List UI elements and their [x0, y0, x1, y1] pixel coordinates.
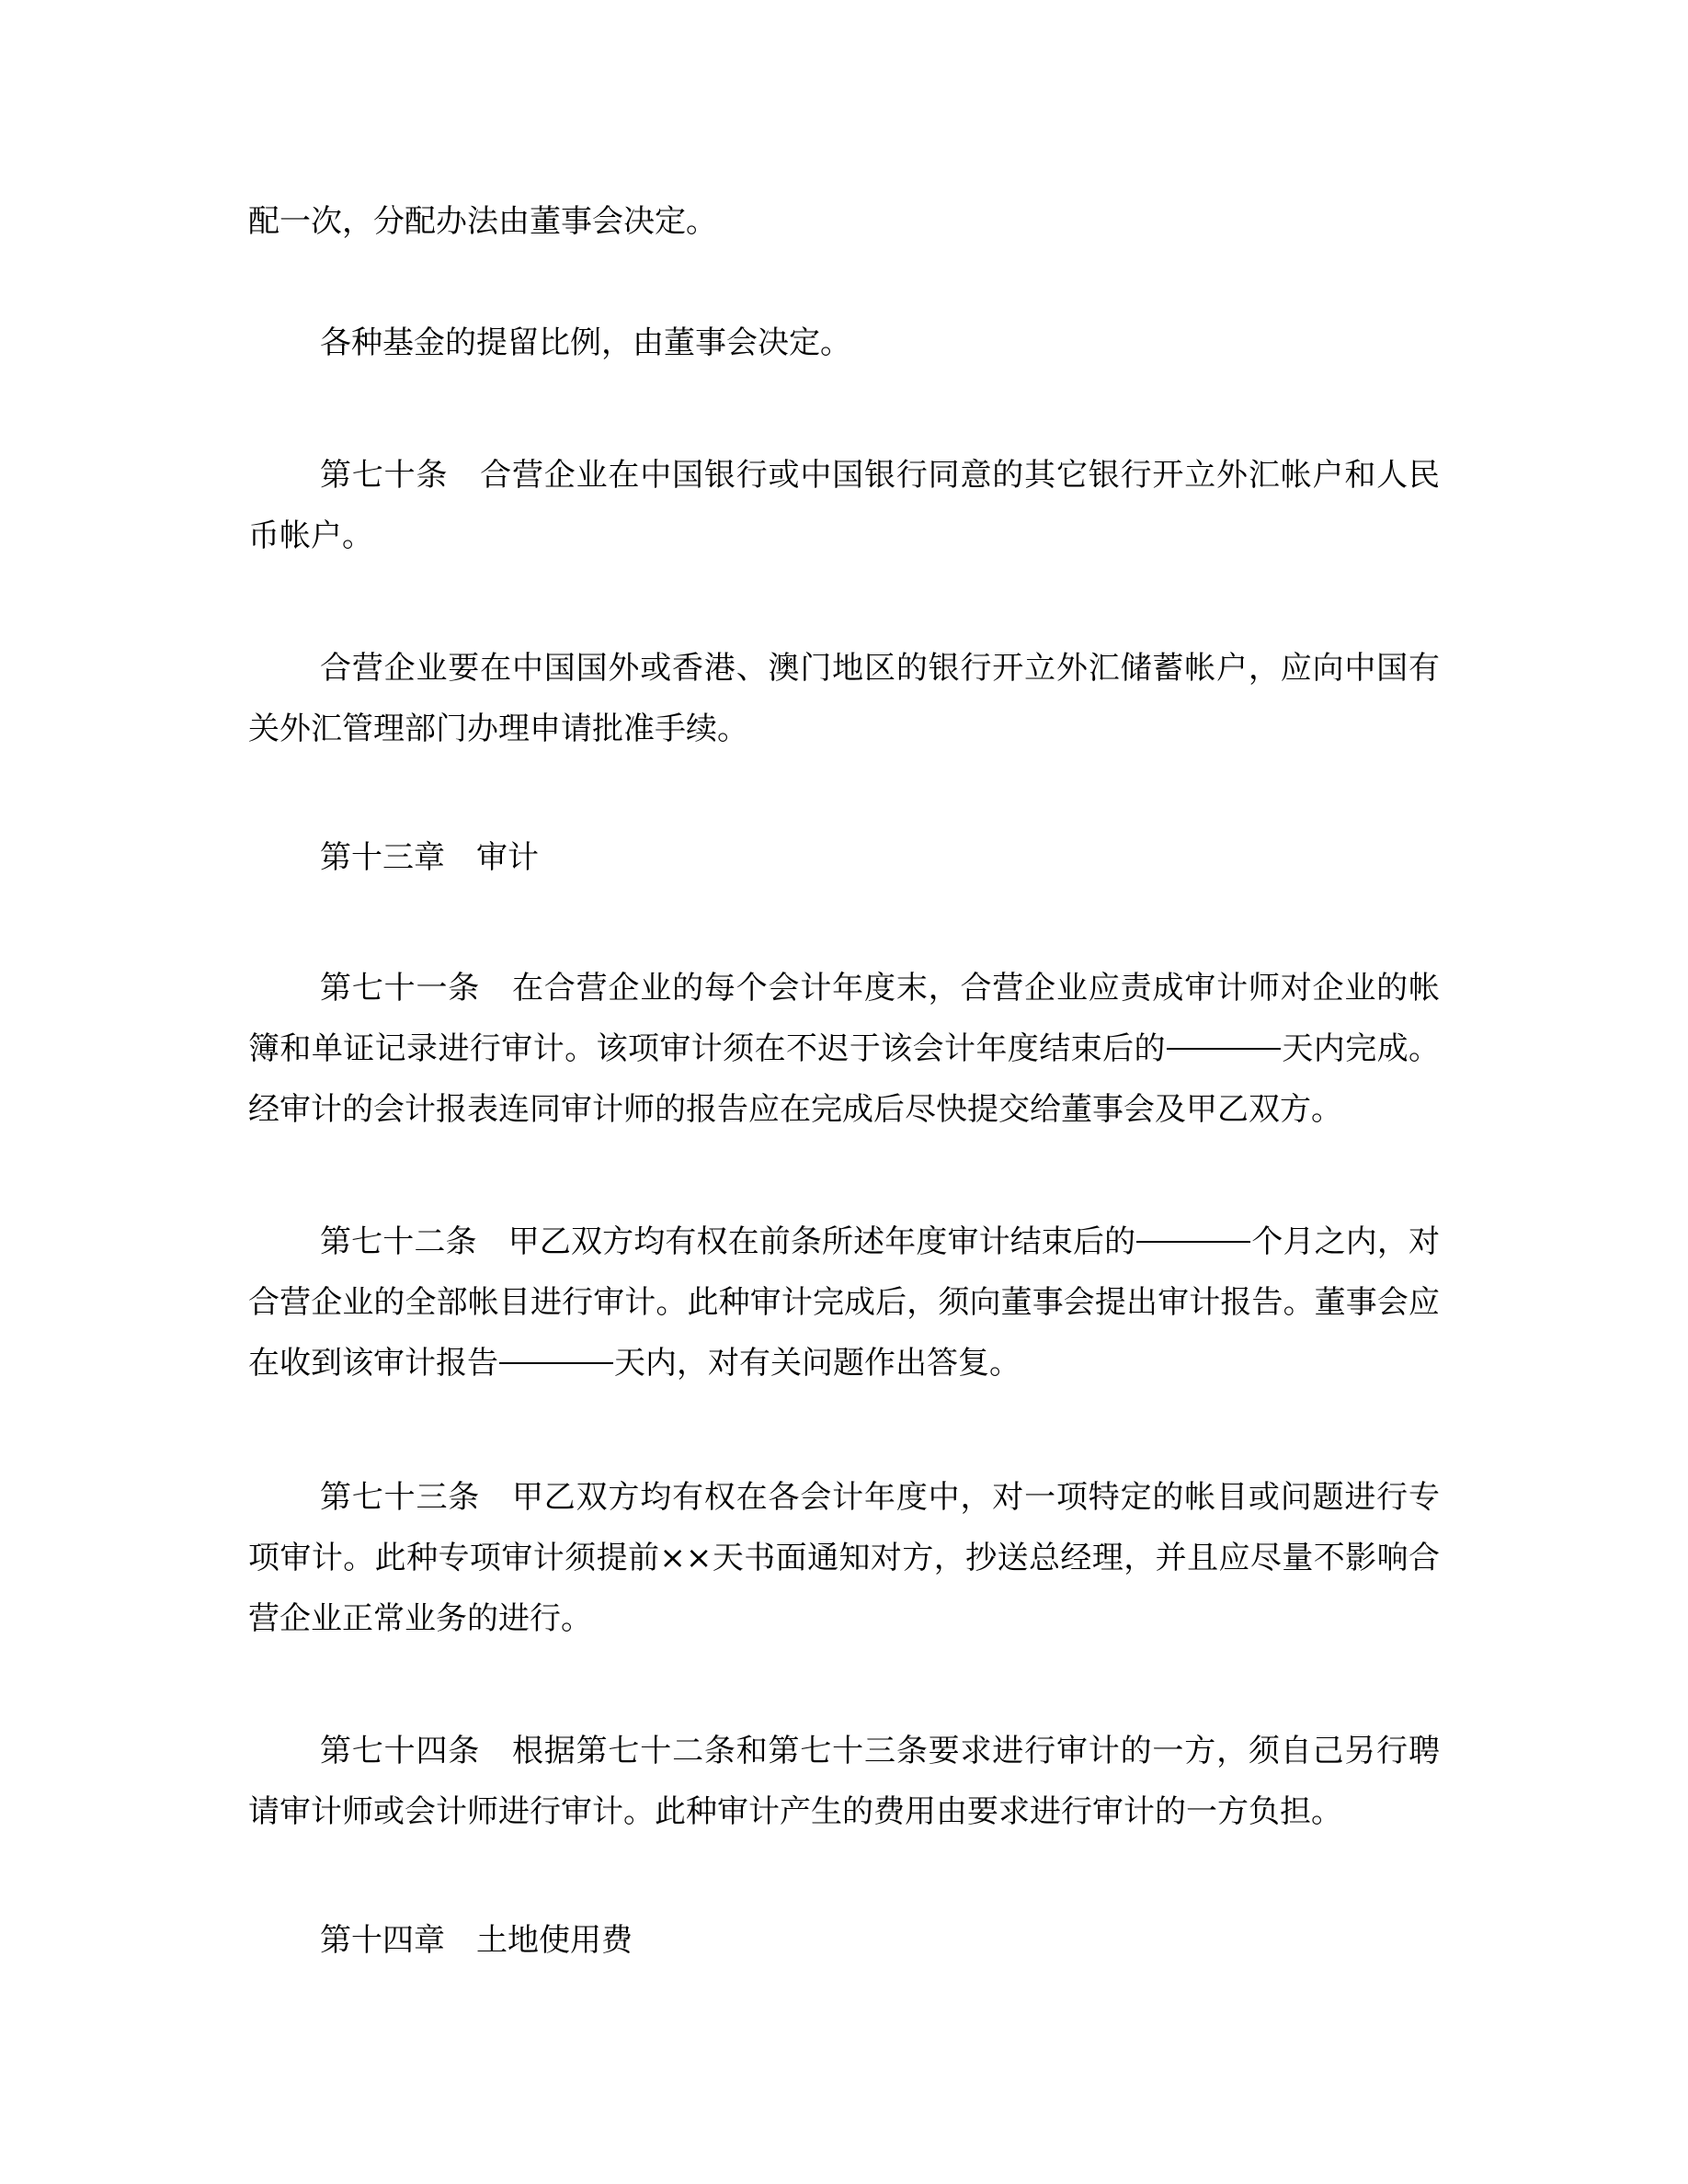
paragraph-text: 合营企业要在中国国外或香港、澳门地区的银行开立外汇储蓄帐户，应向中国有关外汇管理部门办理申请批准手续。 [248, 650, 1440, 747]
article-heading: 第七十二条 [320, 1223, 477, 1260]
chapter-number: 第十三章 [320, 839, 445, 876]
chapter-14-heading [248, 1910, 1440, 1971]
chapter-title: 土地使用费 [476, 1922, 633, 1959]
article-text-part-a: 甲乙双方均有权在前条所述年度审计结束后的 [508, 1223, 1136, 1260]
paragraph-text: 各种基金的提留比例，由董事会决定。 [320, 324, 851, 361]
paragraph-fund-distribution [248, 191, 1440, 252]
article-text-part-c: 天内，对有关问题作出答复。 [614, 1345, 1021, 1382]
paragraph-fund-ratio [248, 313, 1440, 373]
article-72 [248, 1211, 1440, 1393]
article-heading: 第七十条 [320, 457, 449, 494]
paragraph-text: 配一次，分配办法由董事会决定。 [248, 203, 717, 240]
article-heading: 第七十四条 [320, 1733, 481, 1769]
fill-in-blank [499, 1362, 613, 1364]
article-74 [248, 1721, 1440, 1842]
article-text: 根据第七十二条和第七十三条要求进行审计的一方，须自己另行聘请审计师或会计师进行审计。此种审计产生的费用由要求进行审计的一方负担。 [248, 1733, 1441, 1830]
chapter-13-heading [248, 827, 1440, 888]
article-text: 甲乙双方均有权在各会计年度中，对一项特定的帐目或问题进行专项审计。此种专项审计须提前××天书面通知对方，抄送总经理，并且应尽量不影响合营企业正常业务的进行。 [248, 1479, 1441, 1637]
article-text-part-b: 天内完成。经审计的会计报表连同审计师的报告应在完成后尽快提交给董事会及甲乙双方。 [248, 1030, 1441, 1128]
article-text-part-a: 在合营企业的每个会计年度末，合营企业应责成审计师对企业的帐簿和单证记录进行审计。该项审计须在不迟于该会计年度结束后的 [248, 970, 1441, 1067]
fill-in-blank [1167, 1048, 1281, 1050]
chapter-number: 第十四章 [320, 1922, 445, 1959]
article-heading: 第七十一条 [320, 970, 481, 1007]
paragraph-foreign-account [248, 638, 1440, 759]
fill-in-blank [1136, 1241, 1250, 1243]
article-text-part-b: 个月之内，对合营企业的全部帐目进行审计。此种审计完成后，须向董事会提出审计报告。董事会应在收到该审计报告 [248, 1223, 1440, 1382]
article-text: 合营企业在中国银行或中国银行同意的其它银行开立外汇帐户和人民币帐户。 [248, 457, 1441, 554]
article-71 [248, 958, 1440, 1140]
article-heading: 第七十三条 [320, 1479, 481, 1516]
article-70 [248, 445, 1440, 566]
article-73 [248, 1467, 1440, 1649]
chapter-title: 审计 [476, 839, 539, 876]
